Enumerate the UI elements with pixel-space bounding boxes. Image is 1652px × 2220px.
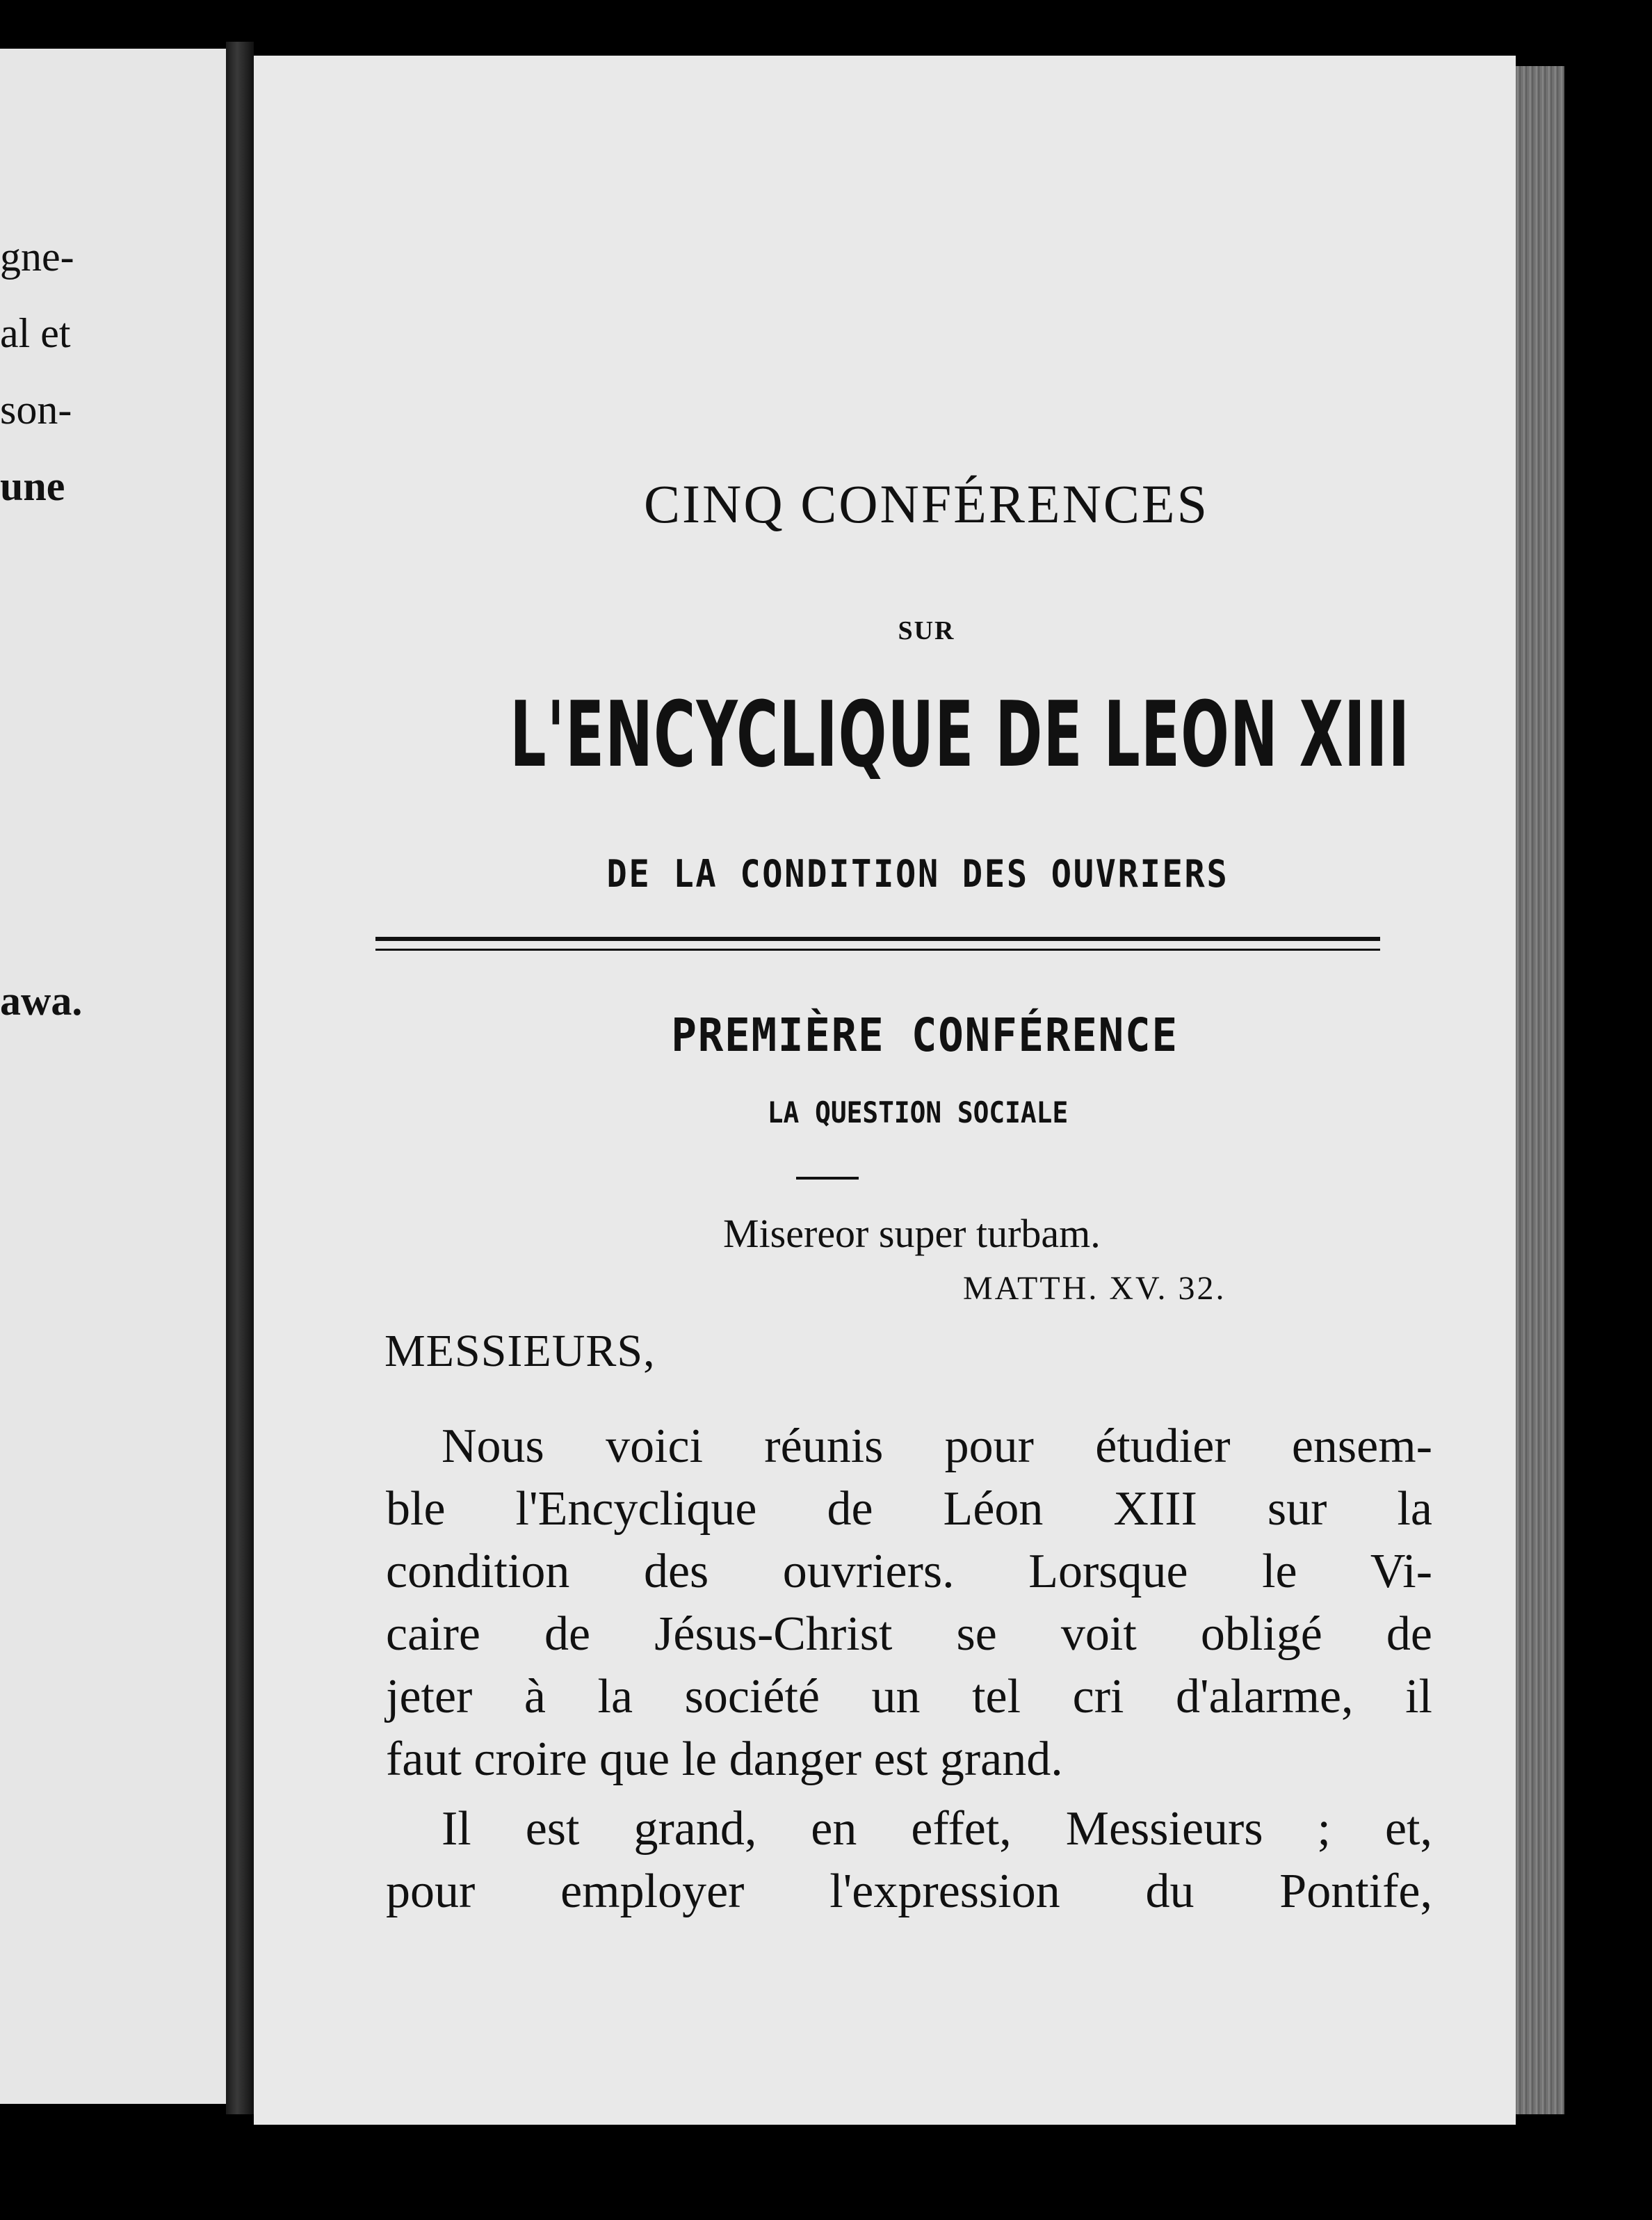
title-connector: SUR [898,616,955,645]
body-text-line: ble l'Encyclique de Léon XIII sur la [386,1482,1432,1536]
conference-subtitle: LA QUESTION SOCIALE [767,1095,1069,1129]
section-divider [796,1177,859,1180]
body-text-line: Il est grand, en effet, Messieurs ; et, [442,1802,1432,1856]
epigraph: Misereor super turbam. [723,1211,1101,1256]
previous-page-line: gne- [0,234,74,280]
body-text-line: pour employer l'expression du Pontife, [386,1865,1432,1918]
previous-page-line: son- [0,387,72,433]
book-binding-gutter [226,42,254,2114]
main-title: L'ENCYCLIQUE DE LEON XIII [510,682,1411,787]
salutation: MESSIEURS, [384,1326,656,1376]
body-text-line: Nous voici réunis pour étudier ensem- [442,1419,1432,1473]
body-text-line: faut croire que le danger est grand. [386,1732,1063,1786]
conference-title: PREMIÈRE CONFÉRENCE [671,1008,1179,1062]
series-title: CINQ CONFÉRENCES [644,474,1209,534]
epigraph-reference: MATTH. XV. 32. [963,1270,1226,1307]
double-rule-top [375,937,1380,941]
previous-page-line: al et [0,310,71,356]
body-text-line: caire de Jésus-Christ se voit obligé de [386,1607,1432,1661]
previous-page-line: une [0,463,65,509]
body-text-line: condition des ouvriers. Lorsque le Vi- [386,1545,1432,1598]
body-text-line: jeter à la société un tel cri d'alarme, il [386,1670,1432,1723]
page-stack-edge [1516,66,1564,2114]
previous-page-fragment [0,49,229,2104]
subtitle: DE LA CONDITION DES OUVRIERS [606,852,1229,896]
previous-page-line: awa. [0,978,83,1024]
double-rule-bottom [375,949,1380,951]
book-page [254,56,1516,2125]
